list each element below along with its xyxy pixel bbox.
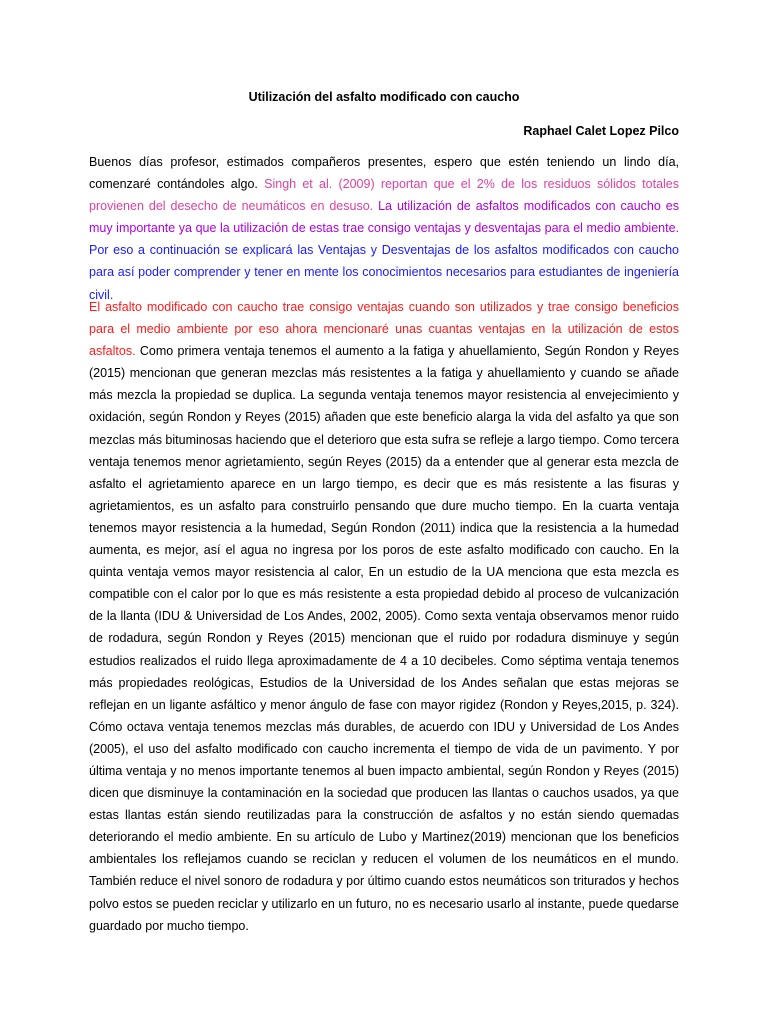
intro-greeting-text: Buenos días profesor, estimados compañeros presentes, espero que estén teniendo un lindo día, comenzaré contándoles algo. (89, 155, 679, 192)
advantages-paragraph (89, 296, 679, 937)
intro-purpose-text: Por eso a continuación se explicará las Ventajas y Desventajas de los asfaltos modificados con caucho para así poder comprender y tener en mente los conocimientos necesarios para estudiantes de ingeniería civil. (89, 243, 679, 302)
document-author: Raphael Calet Lopez Pilco (523, 124, 679, 138)
advantages-body-text: Como primera ventaja tenemos el aumento a la fatiga y ahuellamiento, Según Rondon y Reyes (2015) mencionan que generan mezclas más resistentes a la fatiga y ahuellamiento y cuando se añade más mezcla la propiedad se duplica. La segunda ventaja tenemos mayor resistencia al envejecimiento y oxidación, según Rondon y Reyes (2015) añaden que este beneficio alarga la vida del asfalto ya que son mezclas más bituminosas haciendo que el deterioro que esta sufra se refleje a largo tiempo. Como tercera ventaja tenemos menor agrietamiento, según Reyes (2015) da a entender que al generar esta mezcla de asfalto el agrietamiento aparece en un largo tiempo, es decir que es más resistente a las fisuras y agrietamientos, es un asfalto para construirlo pensando que dure mucho tiempo. En la cuarta ventaja tenemos mayor resistencia a la humedad, Según Rondon (2011) indica que la resistencia a la humedad aumenta, es mejor, así el agua no ingresa por los poros de este asfalto modificado con caucho. En la quinta ventaja vemos mayor resistencia al calor, En un estudio de la UA menciona que esta mezcla es compatible con el calor por lo que es más resistente a esta propiedad debido al proceso de vulcanización de la llanta (IDU & Universidad de Los Andes, 2002, 2005). Como sexta ventaja observamos menor ruido de rodadura, según Rondon y Reyes (2015) mencionan que el ruido por rodadura disminuye y según estudios realizados el ruido llega aproximadamente de 4 a 10 decibeles. Como séptima ventaja tenemos más propiedades reológicas, Estudios de la Universidad de los Andes señalan que estas mejoras se reflejan en un ligante asfáltico y menor ángulo de fase con mayor rigidez (Rondon y Reyes,2015, p. 324). Cómo octava ventaja tenemos mezclas más durables, de acuerdo con IDU y Universidad de Los Andes (2005), el uso del asfalto modificado con caucho incrementa el tiempo de vida de un pavimento. Y por última ventaja y no menos importante tenemos al buen impacto ambiental, según Rondon y Reyes (2015) dicen que disminuye la contaminación en la sociedad que producen las llantas o cauchos usados, ya que estas llantas están siendo reutilizadas para la construcción de asfaltos y no están siendo quemadas deteriorando el medio ambiente. En su artículo de Lubo y Martinez(2019) mencionan que los beneficios ambientales los reflejamos cuando se reciclan y reducen el volumen de los neumáticos en el mundo. También reduce el nivel sonoro de rodadura y por último cuando estos neumáticos son triturados y hechos polvo estos se pueden reciclar y utilizarlo en un futuro, no es necesario usarlo al instante, puede quedarse guardado por mucho tiempo. (89, 344, 679, 933)
intro-statistic-text: Singh et al. (2009) reportan que el 2% de los residuos sólidos totales provienen del desecho de neumáticos en desuso. (89, 177, 679, 214)
document-title: Utilización del asfalto modificado con caucho (248, 90, 520, 104)
intro-paragraph (89, 151, 679, 306)
intro-importance-text: La utilización de asfaltos modificados con caucho es muy importante ya que la utilización de estas trae consigo ventajas y desventajas para el medio ambiente. (89, 199, 679, 236)
advantages-intro-text: El asfalto modificado con caucho trae consigo ventajas cuando son utilizados y trae consigo beneficios para el medio ambiente por eso ahora mencionaré unas cuantas ventajas en la utilización de estos asfaltos. (89, 300, 679, 359)
